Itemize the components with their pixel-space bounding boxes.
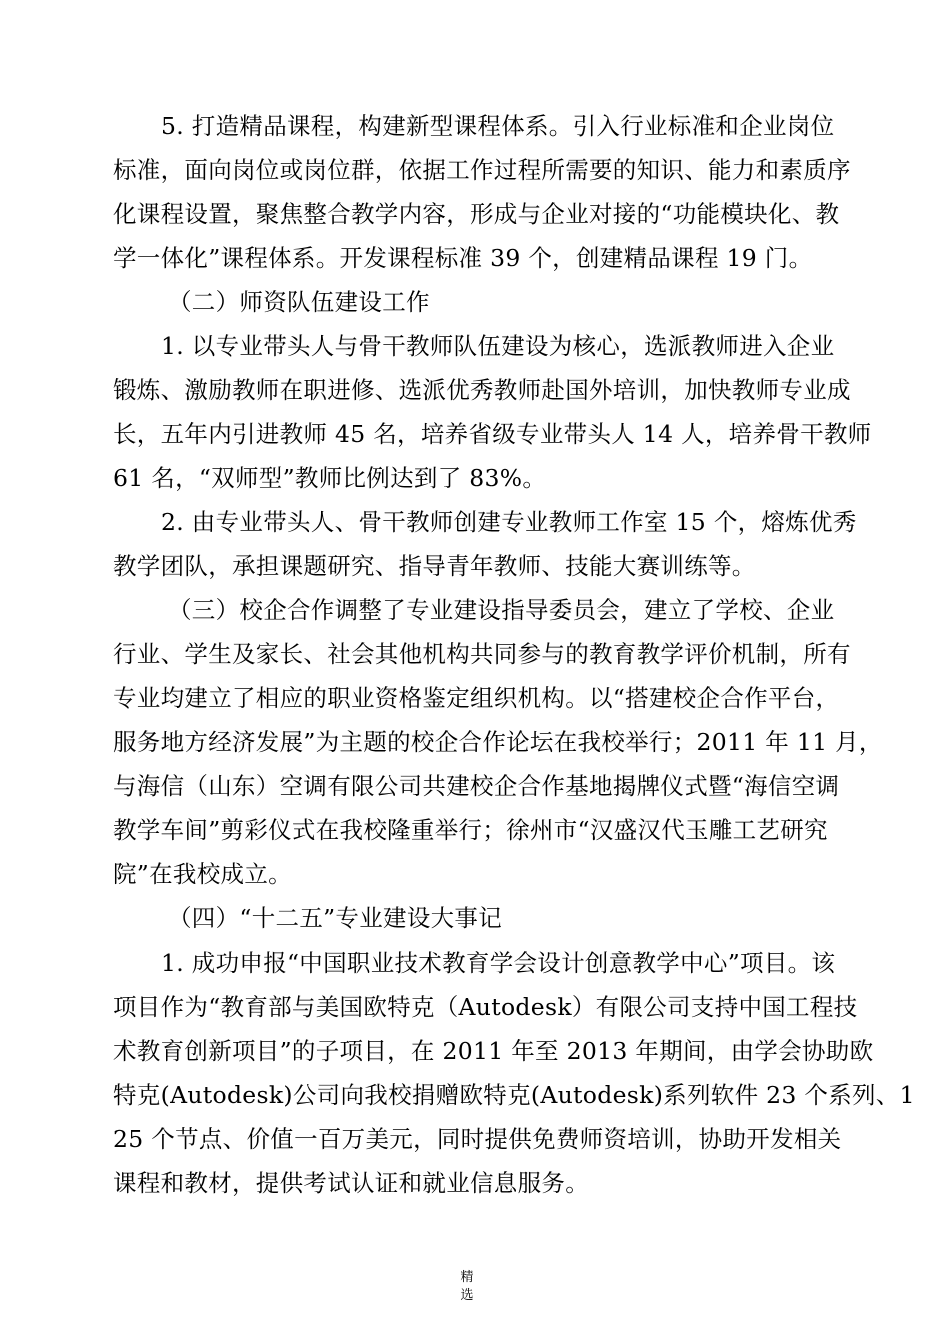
paragraph-line: 行业、学生及家长、社会其他机构共同参与的教育教学评价机制，所有 (113, 640, 851, 668)
paragraph-line: 服务地方经济发展”为主题的校企合作论坛在我校举行；2011 年 11 月， (113, 728, 883, 756)
paragraph-line: 教学车间”剪彩仪式在我校隆重举行；徐州市“汉盛汉代玉雕工艺研究 (113, 816, 828, 844)
paragraph-line: 锻炼、激励教师在职进修、选派优秀教师赴国外培训，加快教师专业成 (113, 376, 851, 404)
paragraph-line: 25 个节点、价值一百万美元，同时提供免费师资培训，协助开发相关 (113, 1125, 842, 1153)
section-heading: （二）师资队伍建设工作 (168, 288, 430, 316)
paragraph-line: 术教育创新项目”的子项目，在 2011 年至 2013 年期间，由学会协助欧 (113, 1037, 874, 1065)
section-heading: （三）校企合作调整了专业建设指导委员会，建立了学校、企业 (168, 596, 835, 624)
paragraph-line: 与海信（山东）空调有限公司共建校企合作基地揭牌仪式暨“海信空调 (113, 772, 840, 800)
paragraph-line: 61 名，“双师型”教师比例达到了 83%。 (113, 464, 547, 492)
paragraph-line: 1. 成功申报“中国职业技术教育学会设计创意教学中心”项目。该 (161, 949, 836, 977)
paragraph-line: 项目作为“教育部与美国欧特克（Autodesk）有限公司支持中国工程技 (113, 993, 858, 1021)
paragraph-line: 长，五年内引进教师 45 名，培养省级专业带头人 14 人，培养骨干教师 (113, 420, 872, 448)
footer-char: 选 (460, 1288, 474, 1303)
paragraph-line: 2. 由专业带头人、骨干教师创建专业教师工作室 15 个，熔炼优秀 (161, 508, 857, 536)
paragraph-line: 化课程设置，聚焦整合教学内容，形成与企业对接的“功能模块化、教 (113, 200, 840, 228)
paragraph-line: 5. 打造精品课程，构建新型课程体系。引入行业标准和企业岗位 (161, 112, 835, 140)
paragraph-line: 课程和教材，提供考试认证和就业信息服务。 (113, 1169, 589, 1197)
paragraph-line: 专业均建立了相应的职业资格鉴定组织机构。以“搭建校企合作平台， (113, 684, 840, 712)
paragraph-line: 教学团队，承担课题研究、指导青年教师、技能大赛训练等。 (113, 552, 756, 580)
paragraph-line: 特克(Autodesk)公司向我校捐赠欧特克(Autodesk)系列软件 23 个系列、1 (113, 1081, 915, 1109)
footer-char: 精 (460, 1270, 474, 1285)
paragraph-line: 标准，面向岗位或岗位群，依据工作过程所需要的知识、能力和素质序 (113, 156, 851, 184)
paragraph-line: 院”在我校成立。 (113, 860, 292, 888)
paragraph-line: 学一体化”课程体系。开发课程标准 39 个，创建精品课程 19 门。 (113, 244, 813, 272)
paragraph-line: 1. 以专业带头人与骨干教师队伍建设为核心，选派教师进入企业 (161, 332, 835, 360)
section-heading: （四）“十二五”专业建设大事记 (168, 904, 503, 932)
